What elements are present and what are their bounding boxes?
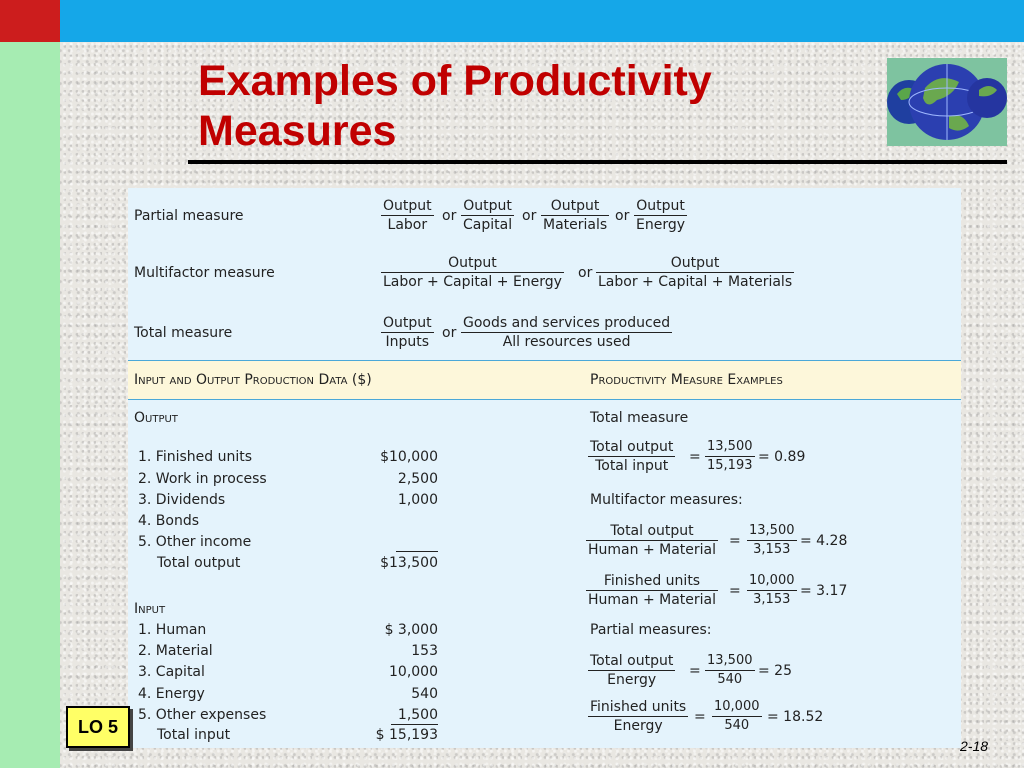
multifactor-values-1: $\frac{13,500}{3,153}$	[749, 523, 795, 557]
equals-sign: =	[729, 533, 741, 549]
input-row-label: 4. Energy	[138, 686, 205, 702]
or-text: or	[442, 325, 457, 341]
input-row-value: $ 3,000	[384, 622, 438, 638]
globe-image	[887, 58, 1007, 146]
partial-fraction-labor: Output Labor	[383, 198, 432, 233]
partial-example-heading: Partial measures:	[590, 622, 712, 638]
title-line-2: Measures	[198, 107, 397, 155]
output-row-label: 4. Bonds	[138, 513, 200, 529]
output-row-value: 1,000	[397, 492, 438, 508]
total-output-value: $13,500	[380, 555, 438, 571]
input-row-label: 1. Human	[138, 622, 207, 638]
total-input-value: $ 15,193	[375, 727, 438, 743]
slide-title	[198, 56, 848, 156]
or-text: or	[522, 208, 537, 224]
output-row-label: 2. Work in process	[138, 471, 267, 487]
input-row-value: 153	[411, 643, 438, 659]
input-row-value: 1,500	[397, 707, 438, 723]
sum-rule	[391, 724, 438, 725]
output-row-label: 1. Finished units	[138, 449, 253, 465]
partial-fraction-1: Total output Energy	[590, 653, 674, 688]
total-measure-result: = 0.89	[758, 449, 806, 465]
partial-fraction-energy: Output Energy	[636, 198, 686, 233]
sum-rule	[396, 551, 438, 552]
multifactor-fraction-1: Total output Human + Material	[588, 523, 716, 558]
output-row-label: 5. Other income	[138, 534, 252, 550]
output-row-value: $10,000	[380, 449, 438, 465]
title-underline	[188, 160, 1007, 164]
partial-fraction-2: Finished units Energy	[590, 699, 687, 734]
input-row-value: 540	[411, 686, 438, 702]
output-row-label: 3. Dividends	[138, 492, 226, 508]
learning-objective-badge: LO 5	[66, 706, 130, 748]
total-input-label: Total input	[157, 727, 231, 743]
total-fraction-inputs: Output Inputs	[383, 315, 432, 350]
or-text: or	[578, 265, 593, 281]
total-measure-example-heading: Total measure	[590, 410, 689, 426]
or-text: or	[615, 208, 630, 224]
multifactor-fraction-energy: Output Labor + Capital + Energy	[383, 255, 562, 290]
equals-sign: =	[729, 583, 741, 599]
input-row-value: 10,000	[389, 664, 438, 680]
partial-result-2: = 18.52	[767, 709, 824, 725]
total-fraction-resources: Goods and services produced All resources used	[463, 315, 671, 350]
equals-sign: =	[689, 449, 701, 465]
multifactor-fraction-materials: Output Labor + Capital + Materials	[598, 255, 793, 290]
total-output-label: Total output	[157, 555, 241, 571]
partial-values-2: $\frac{10,000}{540}$	[714, 699, 760, 733]
multifactor-result-1: = 4.28	[800, 533, 848, 549]
multifactor-values-2: $\frac{10,000}{3,153}$	[749, 573, 795, 607]
input-row-label: 3. Capital	[138, 664, 205, 680]
partial-fraction-materials: Output Materials	[543, 198, 608, 233]
page-number: 2-18	[960, 738, 989, 754]
partial-measure-label: Partial measure	[134, 208, 244, 224]
multifactor-measure-label: Multifactor measure	[134, 265, 275, 281]
partial-fraction-capital: Output Capital	[463, 198, 513, 233]
input-row-label: 2. Material	[138, 643, 213, 659]
multifactor-fraction-2: Finished units Human + Material	[588, 573, 716, 608]
partial-result-1: = 25	[758, 663, 792, 679]
right-column-header: Productivity Measure Examples	[590, 372, 783, 388]
multifactor-result-2: = 3.17	[800, 583, 848, 599]
equals-sign: =	[694, 709, 706, 725]
partial-values-1: $\frac{13,500}{540}$	[707, 653, 753, 687]
left-column-header: Input and Output Production Data ($)	[134, 372, 372, 388]
total-measure-values: $\frac{13,500}{15,193}$	[707, 439, 753, 473]
multifactor-example-heading: Multifactor measures:	[590, 492, 743, 508]
input-row-label: 5. Other expenses	[138, 707, 267, 723]
output-row-value: 2,500	[397, 471, 438, 487]
top-accent-bar	[0, 0, 1024, 42]
left-accent-bar	[0, 0, 60, 768]
title-line-1: Examples of Productivity	[198, 57, 712, 105]
total-measure-label: Total measure	[134, 325, 233, 341]
or-text: or	[442, 208, 457, 224]
equals-sign: =	[689, 663, 701, 679]
total-measure-fraction: Total output Total input	[590, 439, 674, 474]
output-heading: Output	[134, 410, 178, 426]
input-heading: Input	[134, 601, 166, 617]
corner-accent	[0, 0, 60, 42]
